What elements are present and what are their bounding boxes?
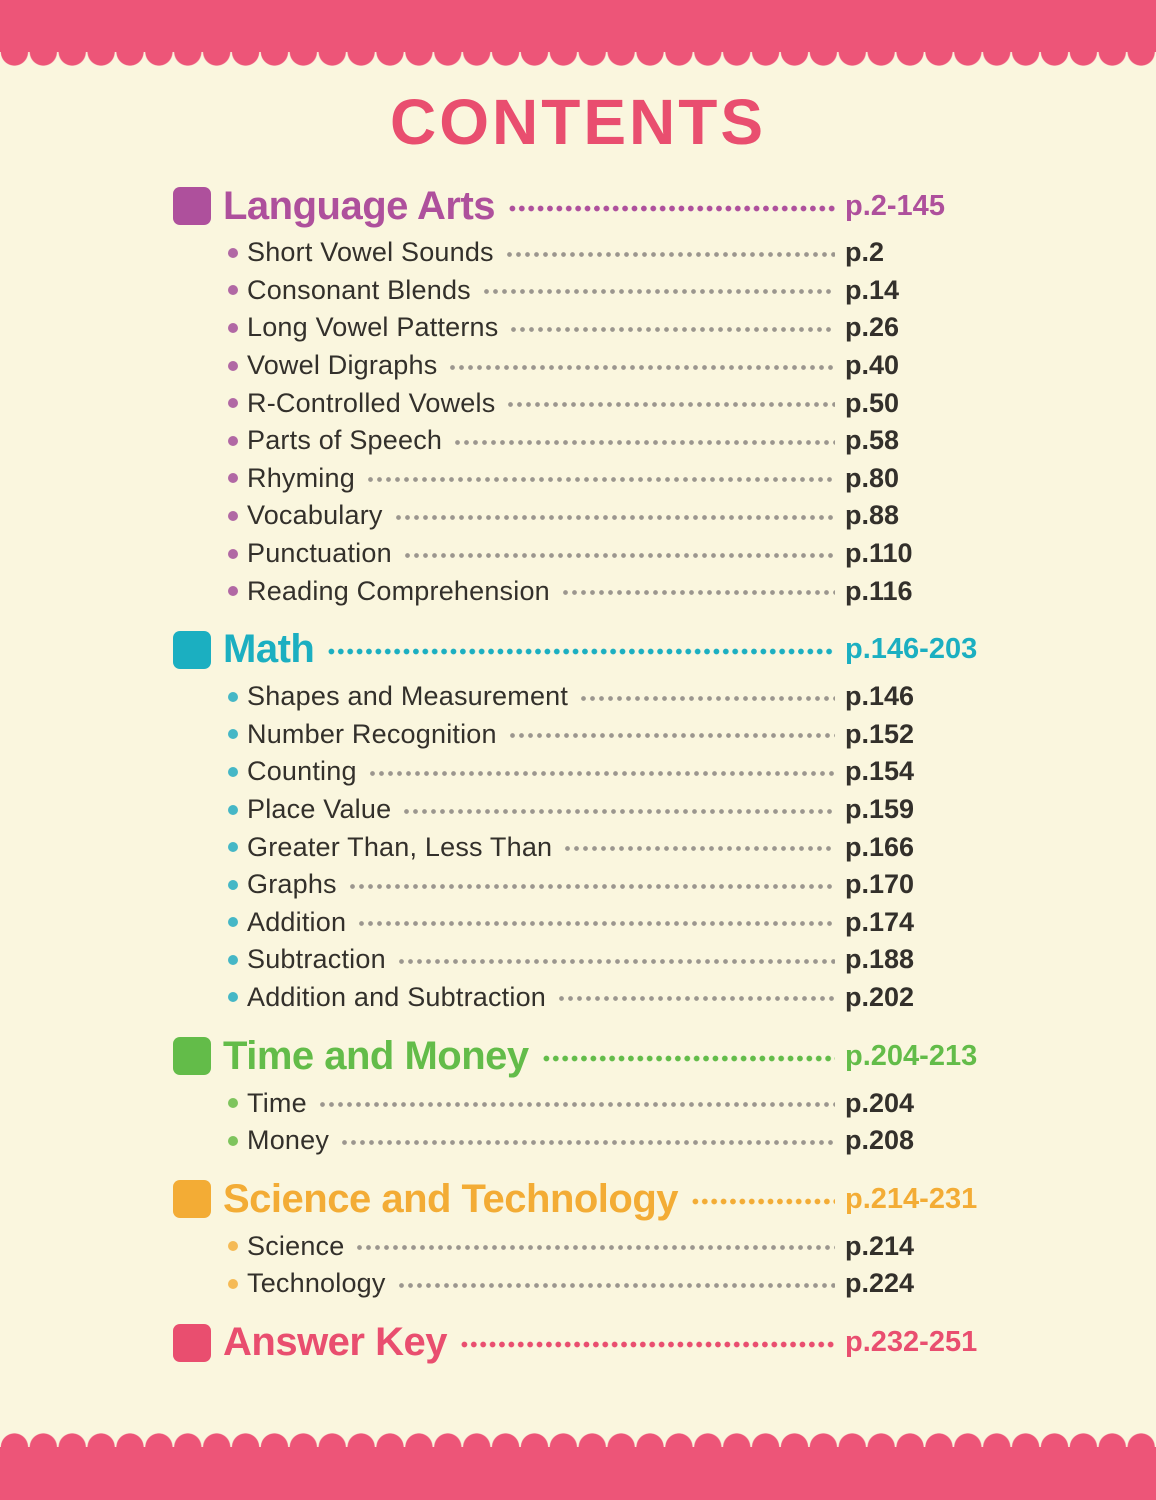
bullet-icon <box>228 805 238 815</box>
section-items <box>173 234 985 610</box>
dotted-leader <box>404 809 835 814</box>
entry-label: Counting <box>247 756 357 787</box>
section-title: Math <box>223 627 315 672</box>
dotted-leader <box>357 1245 835 1250</box>
top-scallop-border <box>0 0 1156 52</box>
dotted-leader <box>405 553 835 558</box>
section-header <box>173 182 985 230</box>
toc-entry <box>173 791 985 829</box>
dotted-leader <box>396 515 835 520</box>
dotted-leader <box>510 733 835 738</box>
toc-entry <box>173 1265 985 1303</box>
bullet-icon <box>228 473 238 483</box>
dotted-leader <box>563 590 835 595</box>
toc-entry <box>173 979 985 1017</box>
section-title: Language Arts <box>223 183 496 228</box>
dotted-leader <box>509 205 835 212</box>
entry-label: Place Value <box>247 794 392 825</box>
entry-page: p.88 <box>845 500 900 531</box>
bullet-icon <box>228 248 238 258</box>
section-items <box>173 1227 985 1302</box>
toc-entry <box>173 272 985 310</box>
entry-page: p.154 <box>845 756 915 787</box>
section-title: Time and Money <box>223 1033 529 1078</box>
toc-entry <box>173 753 985 791</box>
entry-label: Reading Comprehension <box>247 575 550 606</box>
dotted-leader <box>543 1055 835 1062</box>
dotted-leader <box>368 477 835 482</box>
entry-page: p.58 <box>845 425 900 456</box>
dotted-leader <box>350 884 835 889</box>
dotted-leader <box>320 1102 835 1107</box>
bullet-icon <box>228 992 238 1002</box>
toc-section <box>173 626 985 1016</box>
toc-entry <box>173 1122 985 1160</box>
section-page-range: p.214-231 <box>845 1182 978 1215</box>
dotted-leader <box>581 696 835 701</box>
section-header <box>173 1032 985 1080</box>
entry-page: p.40 <box>845 350 900 381</box>
bullet-icon <box>228 767 238 777</box>
section-page-range: p.204-213 <box>845 1039 978 1072</box>
bullet-icon <box>228 1098 238 1108</box>
entry-label: Vocabulary <box>247 500 383 531</box>
dotted-leader <box>461 1341 835 1348</box>
toc-entry <box>173 234 985 272</box>
entry-label: Addition and Subtraction <box>247 981 547 1012</box>
entry-label: Technology <box>247 1268 386 1299</box>
toc-sections <box>173 182 985 1367</box>
entry-page: p.159 <box>845 794 915 825</box>
dotted-leader <box>507 252 835 257</box>
entry-page: p.80 <box>845 462 900 493</box>
bullet-icon <box>228 729 238 739</box>
entry-page: p.146 <box>845 681 915 712</box>
entry-page: p.202 <box>845 981 915 1012</box>
dotted-leader <box>511 327 835 332</box>
entry-label: Greater Than, Less Than <box>247 831 553 862</box>
toc-section <box>173 1175 985 1302</box>
dotted-leader <box>342 1140 835 1145</box>
section-header <box>173 1319 985 1367</box>
entry-page: p.214 <box>845 1230 915 1261</box>
entry-page: p.26 <box>845 312 900 343</box>
bullet-icon <box>228 549 238 559</box>
bullet-icon <box>228 285 238 295</box>
entry-label: Long Vowel Patterns <box>247 312 499 343</box>
section-title: Science and Technology <box>223 1176 679 1221</box>
dotted-leader <box>559 996 835 1001</box>
bullet-icon <box>228 436 238 446</box>
entry-page: p.204 <box>845 1087 915 1118</box>
entry-page: p.152 <box>845 718 915 749</box>
entry-page: p.188 <box>845 944 915 975</box>
section-title: Answer Key <box>223 1320 447 1365</box>
toc-entry <box>173 866 985 904</box>
entry-label: Time <box>247 1087 307 1118</box>
entry-page: p.50 <box>845 387 900 418</box>
section-marker-icon <box>173 1324 211 1362</box>
section-items <box>173 1084 985 1159</box>
section-marker-icon <box>173 631 211 669</box>
dotted-leader <box>370 771 835 776</box>
toc-section <box>173 1032 985 1159</box>
entry-page: p.2 <box>845 237 885 268</box>
toc-entry <box>173 422 985 460</box>
toc-entry <box>173 1227 985 1265</box>
bullet-icon <box>228 692 238 702</box>
dotted-leader <box>565 846 835 851</box>
bullet-icon <box>228 917 238 927</box>
entry-label: Graphs <box>247 869 337 900</box>
entry-label: Subtraction <box>247 944 386 975</box>
entry-page: p.174 <box>845 906 915 937</box>
entry-page: p.208 <box>845 1125 915 1156</box>
entry-page: p.170 <box>845 869 915 900</box>
section-marker-icon <box>173 1037 211 1075</box>
dotted-leader <box>692 1198 835 1205</box>
entry-label: R-Controlled Vowels <box>247 387 496 418</box>
bullet-icon <box>228 955 238 965</box>
bullet-icon <box>228 511 238 521</box>
dotted-leader <box>455 440 835 445</box>
section-marker-icon <box>173 1180 211 1218</box>
bullet-icon <box>228 842 238 852</box>
dotted-leader <box>450 365 835 370</box>
entry-page: p.14 <box>845 274 900 305</box>
dotted-leader <box>359 921 835 926</box>
section-header <box>173 626 985 674</box>
dotted-leader <box>508 402 835 407</box>
toc-entry <box>173 828 985 866</box>
toc-section <box>173 182 985 610</box>
section-marker-icon <box>173 187 211 225</box>
entry-label: Vowel Digraphs <box>247 350 438 381</box>
bullet-icon <box>228 398 238 408</box>
dotted-leader <box>399 1283 835 1288</box>
entry-label: Shapes and Measurement <box>247 681 569 712</box>
entry-label: Addition <box>247 906 347 937</box>
toc-entry <box>173 384 985 422</box>
entry-label: Science <box>247 1230 345 1261</box>
toc-entry <box>173 678 985 716</box>
bullet-icon <box>228 1241 238 1251</box>
dotted-leader <box>328 648 835 655</box>
bullet-icon <box>228 586 238 596</box>
bottom-scallop-border <box>0 1447 1156 1500</box>
entry-page: p.224 <box>845 1268 915 1299</box>
section-header <box>173 1175 985 1223</box>
toc-entry <box>173 904 985 942</box>
bullet-icon <box>228 323 238 333</box>
entry-label: Short Vowel Sounds <box>247 237 494 268</box>
dotted-leader <box>484 289 835 294</box>
entry-page: p.116 <box>845 575 913 606</box>
toc-entry <box>173 309 985 347</box>
bullet-icon <box>228 1136 238 1146</box>
bullet-icon <box>228 1279 238 1289</box>
toc-entry <box>173 572 985 610</box>
bullet-icon <box>228 361 238 371</box>
toc-entry <box>173 347 985 385</box>
entry-page: p.166 <box>845 831 915 862</box>
toc-entry <box>173 460 985 498</box>
toc-entry <box>173 1084 985 1122</box>
bullet-icon <box>228 880 238 890</box>
entry-label: Money <box>247 1125 330 1156</box>
toc-entry <box>173 497 985 535</box>
section-page-range: p.2-145 <box>845 189 945 222</box>
toc-entry <box>173 535 985 573</box>
entry-label: Rhyming <box>247 462 355 493</box>
toc-entry <box>173 716 985 754</box>
toc-entry <box>173 941 985 979</box>
entry-label: Number Recognition <box>247 718 497 749</box>
entry-page: p.110 <box>845 538 913 569</box>
section-items <box>173 678 985 1016</box>
entry-label: Consonant Blends <box>247 274 471 305</box>
dotted-leader <box>399 959 835 964</box>
entry-label: Parts of Speech <box>247 425 443 456</box>
toc-section <box>173 1319 985 1367</box>
section-page-range: p.146-203 <box>845 633 978 666</box>
section-page-range: p.232-251 <box>845 1326 978 1359</box>
entry-label: Punctuation <box>247 538 392 569</box>
page-title: CONTENTS <box>390 86 766 158</box>
